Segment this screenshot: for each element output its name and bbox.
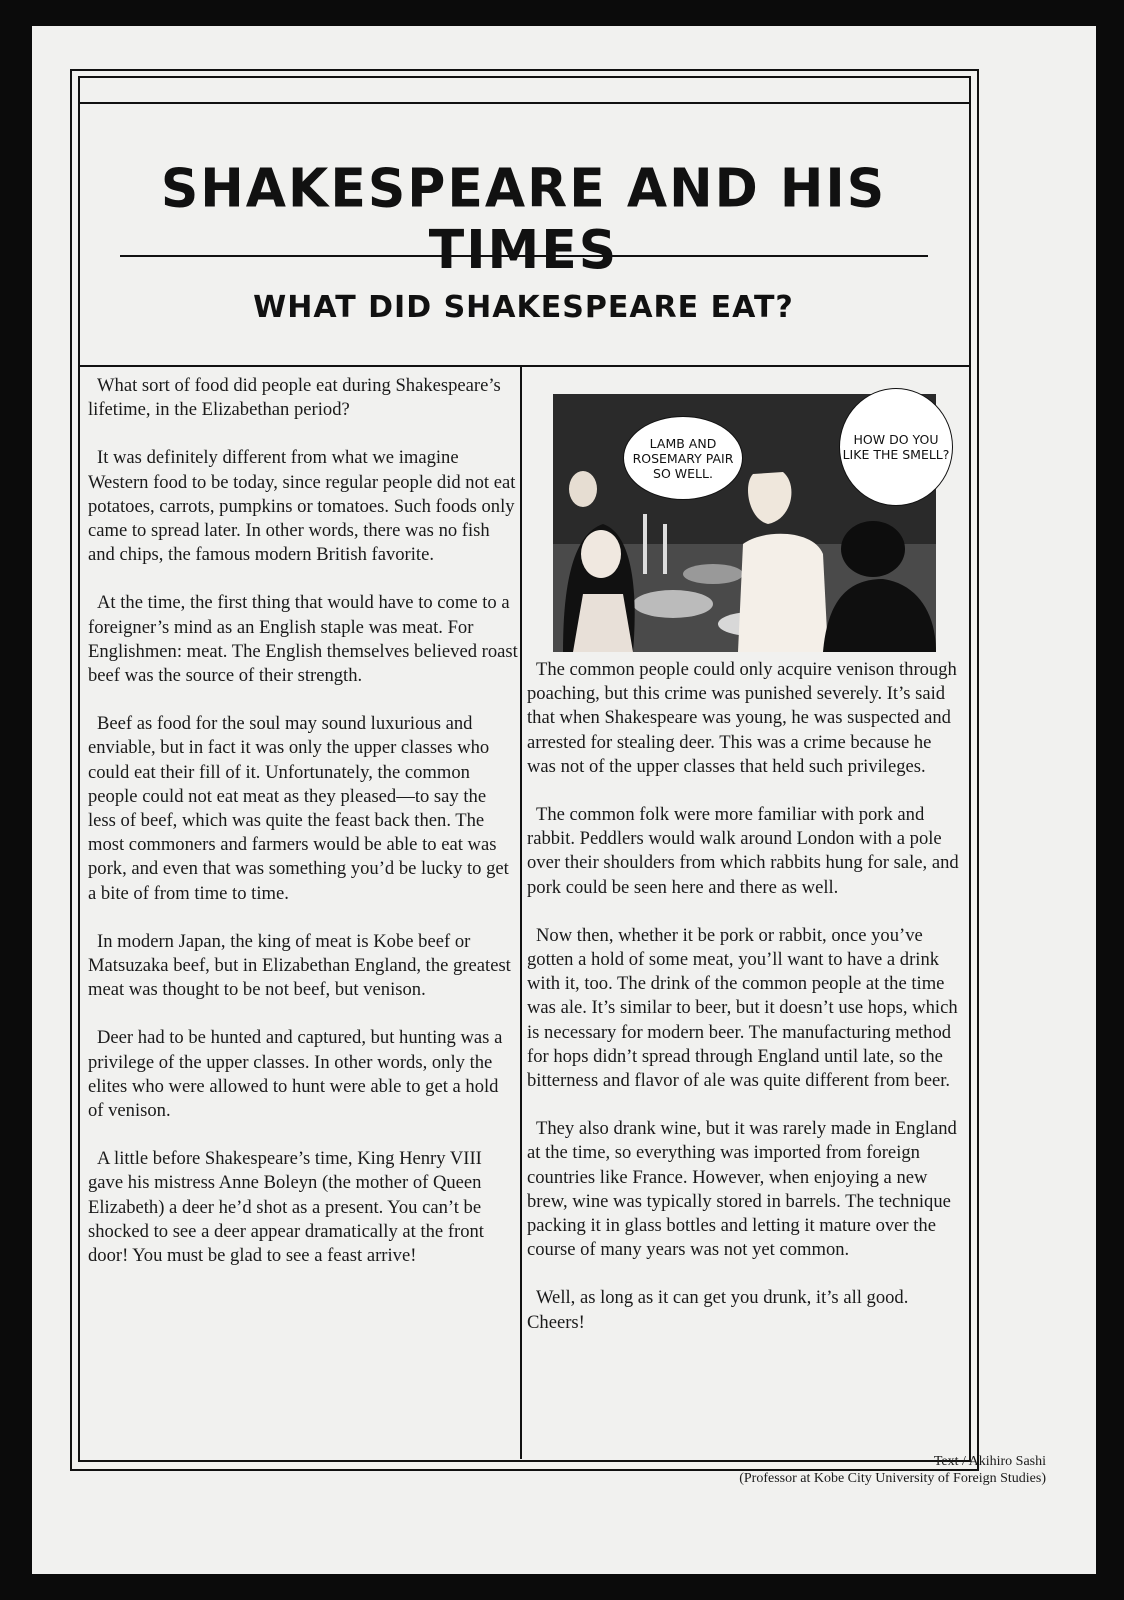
page-title: SHAKESPEARE AND HIS TIMES bbox=[160, 158, 887, 282]
paragraph: The common people could only acquire venison through poaching, but this crime was punished severely. It’s said that when Shakespeare was young, he was suspected and arrested for stealing deer. This was a crime because he was not of the upper classes that held such privileges. bbox=[527, 659, 957, 777]
credit-author: Text / Akihiro Sashi bbox=[933, 1454, 1046, 1469]
page-subtitle: WHAT DID SHAKESPEARE EAT? bbox=[253, 290, 794, 325]
paragraph: Beef as food for the soul may sound luxurious and enviable, but in fact it was only the upper classes who could eat their fill of it. Unfortunately, the common people could not eat meat as they pleased—to say the less of beef, which was quite the feast back then. The most commoners and farmers would be able to eat was pork, and even that was something you’d be lucky to get a bite of from time to time. bbox=[88, 713, 509, 904]
right-column bbox=[527, 658, 959, 1359]
left-column bbox=[88, 374, 518, 1292]
paragraph: At the time, the first thing that would have to come to a foreigner’s mind as an English staple was meat. For Englishmen: meat. The English themselves believed roast beef was the source of their strength. bbox=[88, 592, 518, 687]
author-credit bbox=[739, 1453, 1046, 1487]
paragraph: Deer had to be hunted and captured, but hunting was a privilege of the upper classes. In other words, only the elites who were allowed to hunt were able to get a hold of venison. bbox=[88, 1027, 503, 1122]
paragraph: Now then, whether it be pork or rabbit, once you’ve gotten a hold of some meat, you’ll want to have a drink with it, too. The drink of the common people at the time was ale. It’s similar to beer, but it doesn’t use hops, which is necessary for modern beer. The manufacturing method for hops didn’t spread through England until late, so the bitterness and flavor of ale was quite different from beer. bbox=[527, 924, 958, 1092]
paragraph: They also drank wine, but it was rarely made in England at the time, so everything was imported from foreign countries like France. However, when enjoying a new brew, wine was typically stored in barrels. The technique packing it in glass bottles and letting it mature over the course of many years was not yet common. bbox=[527, 1118, 957, 1261]
paragraph: What sort of food did people eat during Shakespeare’s lifetime, in the Elizabethan period? bbox=[88, 375, 501, 421]
title-underline bbox=[120, 255, 928, 257]
top-rule bbox=[78, 102, 969, 104]
credit-affiliation: (Professor at Kobe City University of Foreign Studies) bbox=[739, 1471, 1046, 1486]
paragraph: A little before Shakespeare’s time, King Henry VIII gave his mistress Anne Boleyn (the mother of Queen Elizabeth) a deer he’d shot as a present. You can’t be shocked to see a deer appear dramatically at the front door! You must be glad to see a feast arrive! bbox=[88, 1148, 484, 1267]
speech-bubble-right: HOW DO YOU LIKE THE SMELL? bbox=[839, 388, 953, 506]
paragraph: The common folk were more familiar with pork and rabbit. Peddlers would walk around London with a pole over their shoulders from which rabbits hung for sale, and pork could be seen here and there as well. bbox=[527, 804, 959, 898]
paragraph: It was definitely different from what we imagine Western food to be today, since regular people did not eat potatoes, carrots, pumpkins or tomatoes. Such foods only came to spread later. In other words, there was no fish and chips, the famous modern British favorite. bbox=[88, 447, 516, 566]
column-divider bbox=[520, 366, 522, 1459]
manga-illustration bbox=[553, 394, 950, 652]
speech-bubble-left: LAMB AND ROSEMARY PAIR SO WELL. bbox=[623, 416, 743, 500]
paragraph: In modern Japan, the king of meat is Kobe beef or Matsuzaka beef, but in Elizabethan England, the greatest meat was thought to be not beef, but venison. bbox=[88, 930, 511, 1001]
paragraph: Well, as long as it can get you drunk, it’s all good. Cheers! bbox=[527, 1287, 909, 1333]
header-divider bbox=[78, 365, 969, 367]
